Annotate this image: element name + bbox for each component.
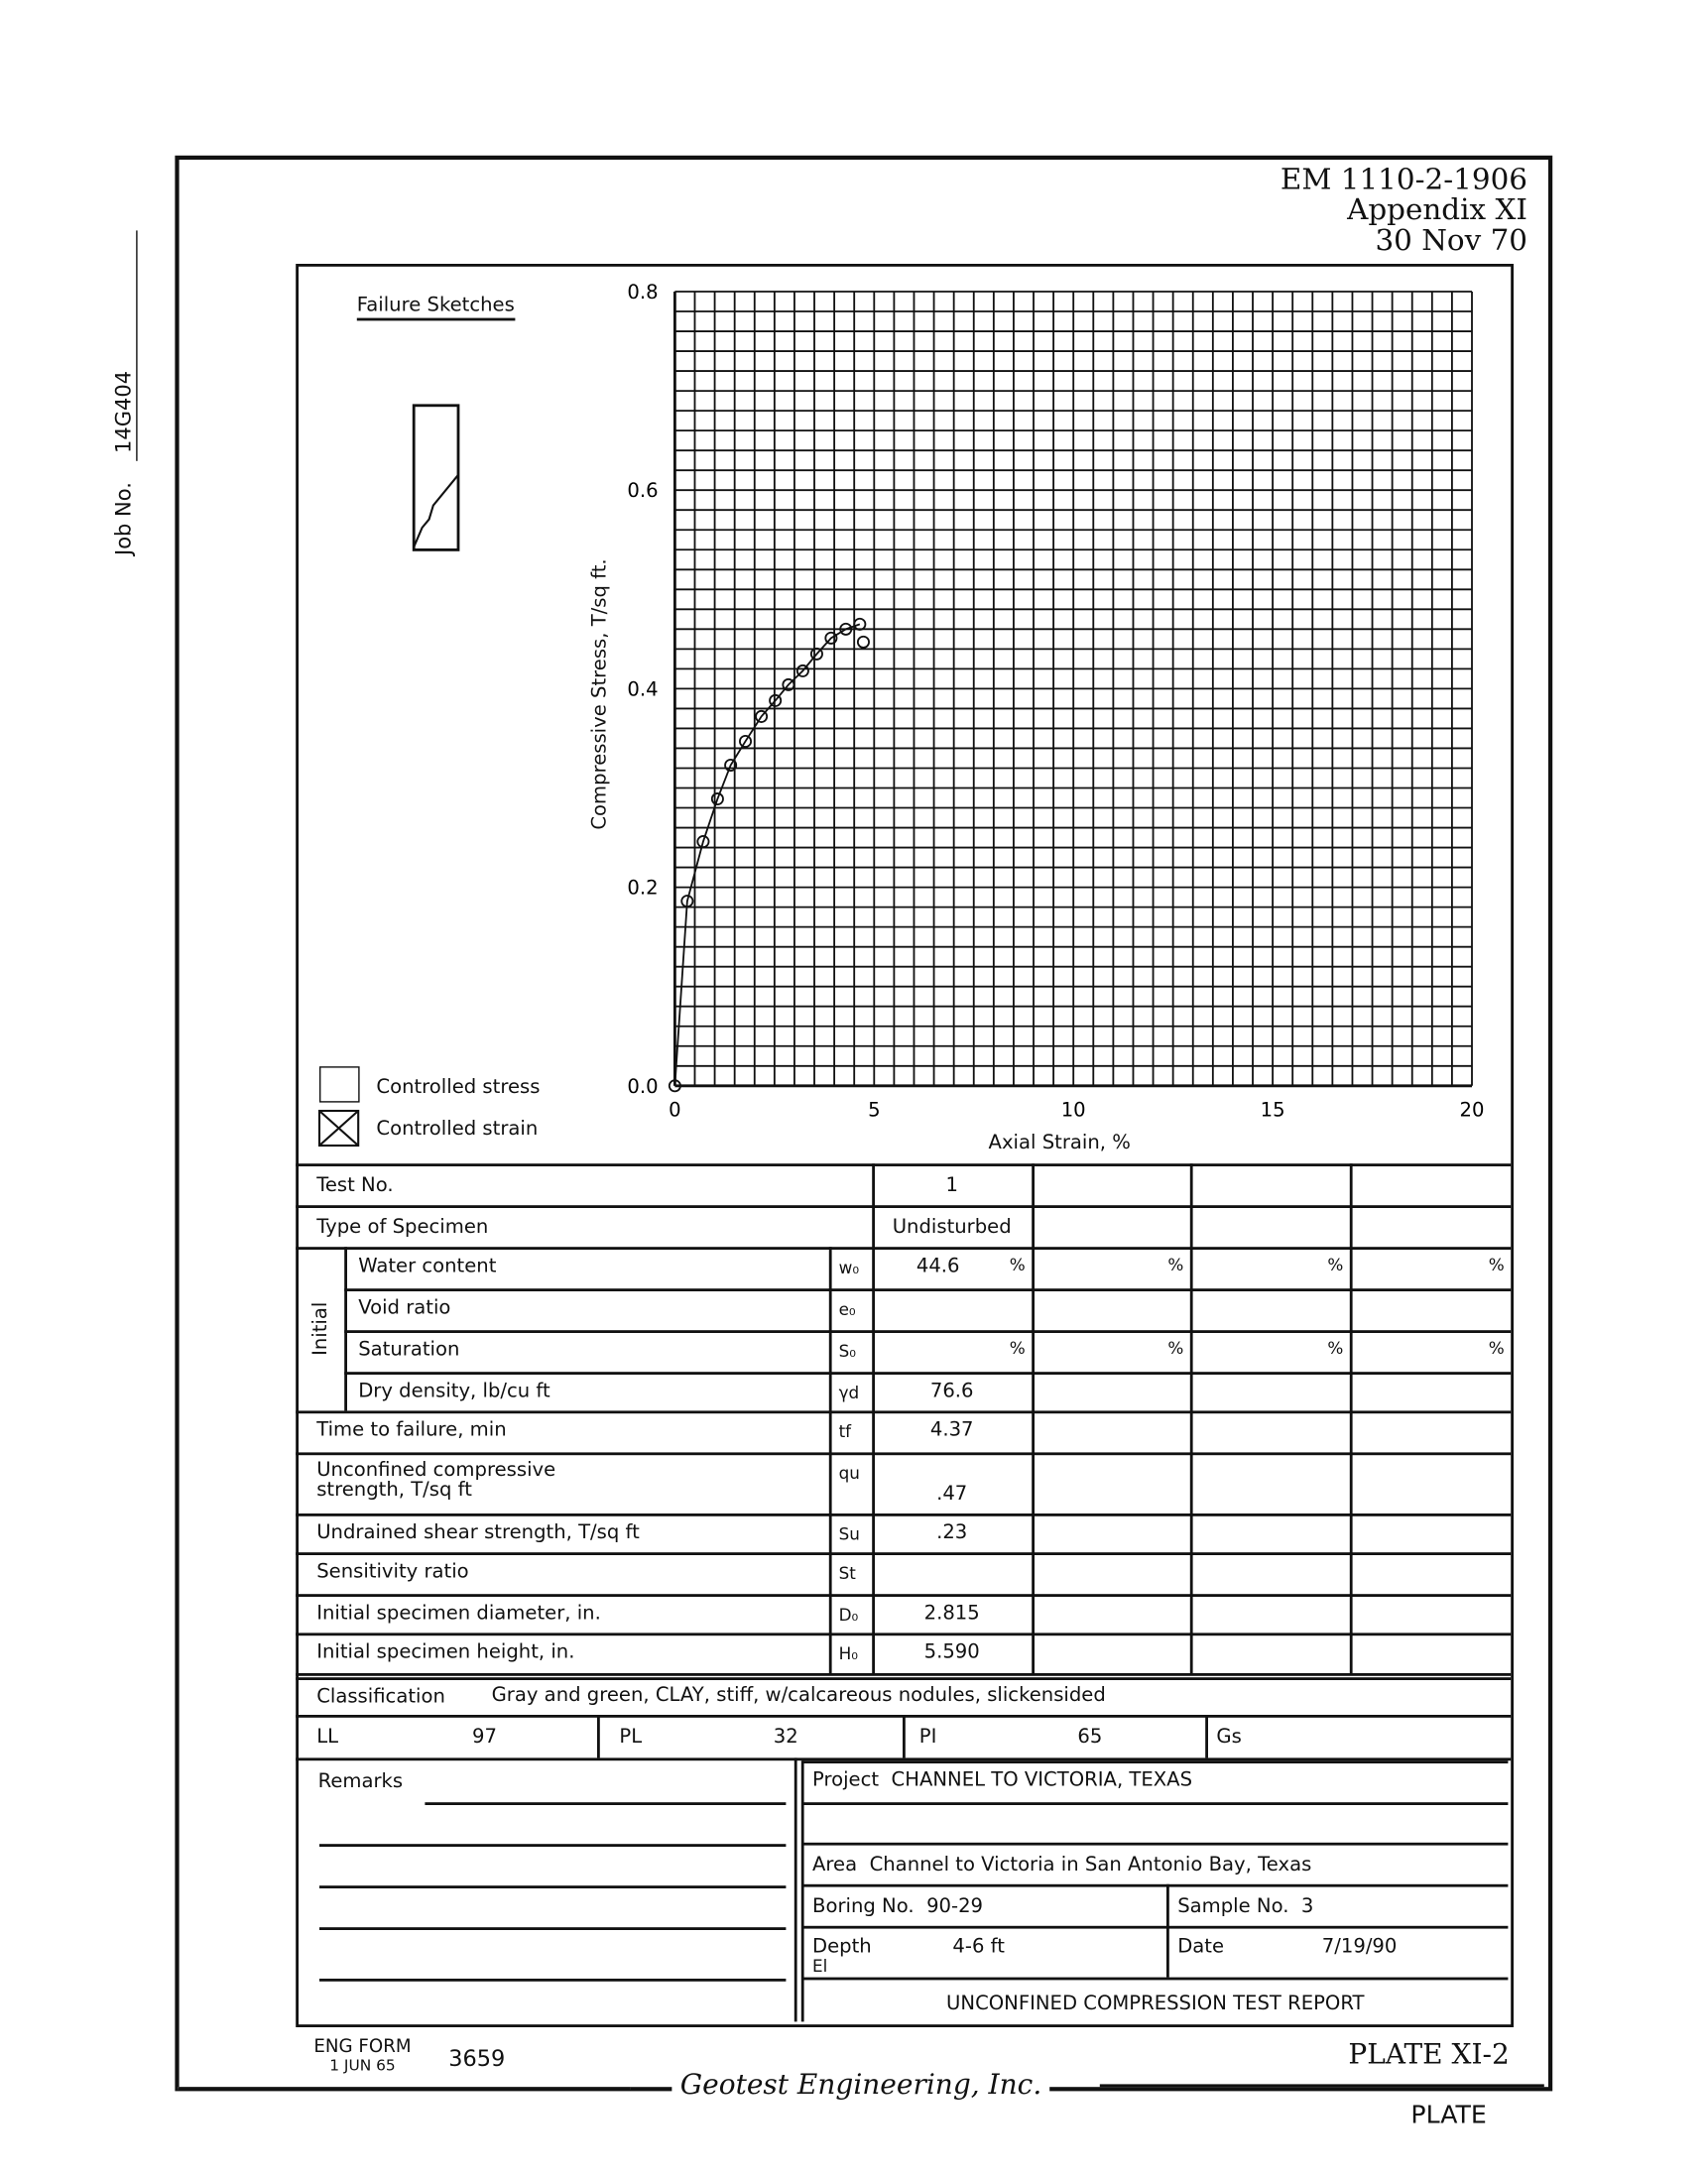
table-rule	[296, 1673, 1511, 1676]
percent-unit: %	[1488, 1255, 1505, 1275]
table-rule	[1190, 1163, 1193, 1673]
row-symbol: D₀	[838, 1605, 859, 1625]
table-rule	[1350, 1163, 1353, 1673]
row-label: Initial specimen height, in.	[316, 1640, 575, 1664]
classification-label: Classification	[316, 1685, 445, 1708]
table-rule	[296, 1410, 1511, 1413]
classification-value: Gray and green, CLAY, stiff, w/calcareous nodules, slickensided	[491, 1684, 1106, 1707]
row-label: Dry density, lb/cu ft	[358, 1380, 550, 1402]
percent-unit: %	[1167, 1255, 1184, 1275]
appendix: Appendix XI	[1347, 192, 1527, 227]
failure-sketch-drawing	[409, 400, 467, 558]
doc-number: EM 1110-2-1906	[1280, 162, 1527, 196]
row-symbol: e₀	[838, 1299, 856, 1319]
row-label: Time to failure, min	[316, 1418, 507, 1442]
percent-unit: %	[1009, 1255, 1026, 1275]
stress-strain-chart	[555, 271, 1514, 1159]
table-rule	[1032, 1163, 1035, 1673]
remarks-label: Remarks	[317, 1770, 404, 1793]
project-label: Project	[812, 1768, 880, 1791]
table-rule	[344, 1330, 1511, 1333]
limit-label-ll: LL	[316, 1726, 339, 1749]
date-label: Date	[1177, 1935, 1225, 1958]
sample-value: 3	[1300, 1895, 1314, 1918]
value-cell: 2.815	[923, 1602, 980, 1625]
project-field	[812, 1769, 1192, 1791]
limit-value-pi: 65	[1077, 1726, 1103, 1749]
value-cell: 76.6	[929, 1380, 974, 1402]
y-tick-label: 0.4	[627, 677, 659, 701]
x-tick-label: 10	[1060, 1098, 1086, 1122]
percent-unit: %	[1009, 1338, 1026, 1359]
stress-strain-curve	[674, 624, 859, 1085]
table-rule	[296, 1205, 1511, 1208]
date-value: 7/19/90	[1321, 1935, 1398, 1958]
value-cell: 44.6	[915, 1255, 960, 1277]
document-header	[1281, 164, 1527, 255]
row-label: Undrained shear strength, T/sq ft	[316, 1521, 640, 1544]
table-rule	[296, 1452, 1511, 1455]
value-cell: .47	[936, 1483, 968, 1506]
value-cell: 1	[945, 1174, 958, 1197]
table-rule	[344, 1288, 1511, 1291]
row-label: Unconfined compressive strength, T/sq ft	[316, 1459, 556, 1502]
x-axis-title: Axial Strain, %	[988, 1132, 1131, 1154]
limit-label-pl: PL	[619, 1726, 643, 1749]
table-rule	[296, 1677, 1511, 1680]
row-symbol: γd	[838, 1383, 860, 1402]
row-label-specimen: Type of Specimen	[316, 1216, 489, 1239]
limit-value-pl: 32	[773, 1726, 798, 1749]
y-tick-label: 0.0	[627, 1074, 659, 1098]
table-rule	[344, 1372, 1511, 1375]
limit-label-gs: Gs	[1216, 1726, 1242, 1749]
row-symbol: St	[838, 1563, 856, 1583]
percent-unit: %	[1327, 1255, 1344, 1275]
x-tick-label: 5	[868, 1098, 881, 1122]
row-label: Sensitivity ratio	[316, 1560, 469, 1583]
boring-field	[812, 1895, 983, 1917]
table-rule	[829, 1247, 832, 1673]
controlled-stress-checkbox	[319, 1066, 360, 1102]
row-symbol: tf	[838, 1421, 852, 1442]
row-symbol: w₀	[838, 1258, 860, 1277]
table-rule	[344, 1247, 347, 1410]
row-label: Void ratio	[358, 1296, 451, 1319]
row-label: Initial specimen diameter, in.	[316, 1602, 601, 1625]
row-label: Saturation	[358, 1338, 460, 1361]
project-value: CHANNEL TO VICTORIA, TEXAS	[891, 1768, 1193, 1791]
x-tick-label: 20	[1459, 1098, 1485, 1122]
table-rule	[296, 1594, 1511, 1597]
value-cell: .23	[936, 1521, 968, 1544]
form-number: 3659	[448, 2045, 506, 2072]
job-value: 14G404	[111, 231, 138, 461]
table-rule	[296, 1513, 1511, 1516]
controlled-stress-label: Controlled stress	[376, 1076, 541, 1099]
row-symbol: Su	[838, 1524, 860, 1544]
table-rule	[296, 1552, 1511, 1555]
table-rule	[1205, 1715, 1208, 1757]
percent-unit: %	[1488, 1338, 1505, 1359]
row-label: Water content	[358, 1255, 497, 1277]
area-label: Area	[812, 1854, 858, 1876]
company-name: Geotest Engineering, Inc.	[671, 2068, 1049, 2102]
table-rule	[296, 1247, 1511, 1250]
percent-unit: %	[1327, 1338, 1344, 1359]
row-symbol: H₀	[838, 1643, 858, 1664]
row-symbol: qu	[838, 1463, 860, 1484]
elevation-label: El	[812, 1956, 828, 1977]
data-point	[858, 637, 869, 648]
plate-label: PLATE	[1410, 2101, 1487, 2130]
x-tick-label: 0	[669, 1098, 681, 1122]
form-date: 1 JUN 65	[329, 2056, 396, 2075]
area-value: Channel to Victoria in San Antonio Bay, Texas	[869, 1854, 1312, 1876]
row-symbol: S₀	[838, 1341, 857, 1361]
table-rule	[903, 1715, 906, 1757]
boring-label: Boring No.	[812, 1895, 915, 1918]
form-label: ENG FORM	[313, 2036, 412, 2058]
row-label-test-no: Test No.	[316, 1174, 394, 1197]
controlled-strain-label: Controlled strain	[376, 1118, 539, 1141]
eng-form	[313, 2038, 411, 2074]
plate-number: PLATE XI-2	[1348, 2036, 1510, 2071]
y-axis-title: Compressive Stress, T/sq ft.	[588, 558, 611, 830]
value-cell: Undisturbed	[892, 1216, 1012, 1239]
limit-value-ll: 97	[472, 1726, 497, 1749]
value-cell: 5.590	[923, 1640, 980, 1664]
controlled-strain-checkbox-checked	[318, 1110, 361, 1149]
report-title: UNCONFINED COMPRESSION TEST REPORT	[946, 1993, 1365, 2015]
sample-label: Sample No.	[1177, 1895, 1289, 1918]
area-field	[812, 1854, 1311, 1876]
boring-value: 90-29	[926, 1895, 984, 1918]
sample-field	[1177, 1895, 1313, 1917]
initial-group-label: Initial	[309, 1301, 332, 1356]
x-tick-label: 15	[1260, 1098, 1285, 1122]
depth-label: Depth	[812, 1935, 872, 1958]
percent-unit: %	[1167, 1338, 1184, 1359]
job-number	[111, 231, 138, 555]
y-tick-label: 0.8	[627, 281, 659, 303]
table-rule	[296, 1163, 1511, 1166]
limit-label-pi: PI	[918, 1726, 937, 1749]
table-rule	[597, 1715, 600, 1757]
value-cell: 4.37	[929, 1418, 974, 1442]
y-tick-label: 0.2	[627, 876, 659, 900]
job-label: Job No.	[111, 482, 137, 555]
depth-value: 4-6 ft	[952, 1935, 1005, 1958]
failure-sketches-title: Failure Sketches	[357, 295, 515, 321]
y-tick-label: 0.6	[627, 479, 659, 503]
table-rule	[296, 1633, 1511, 1635]
doc-date: 30 Nov 70	[1375, 223, 1527, 257]
